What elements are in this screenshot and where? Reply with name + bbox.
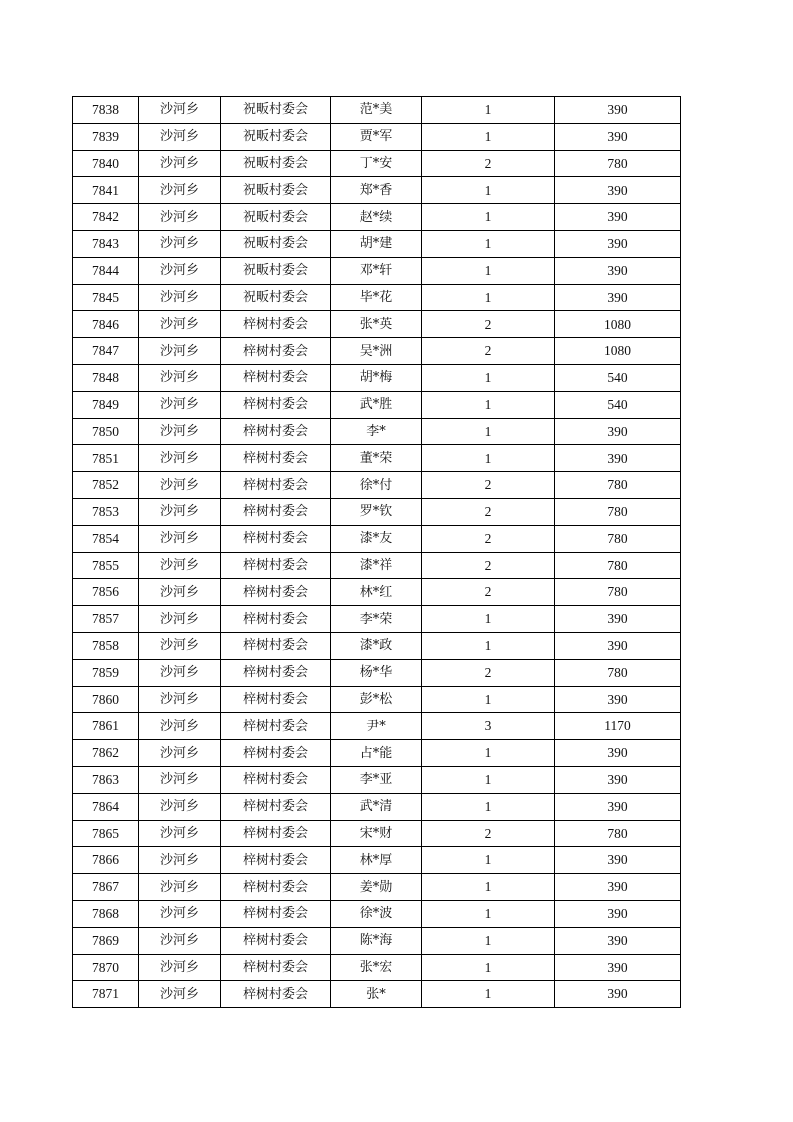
person-name-cell: 郑*香	[331, 177, 422, 204]
people-count-cell: 1	[422, 927, 555, 954]
amount-cell: 780	[555, 150, 681, 177]
table-row	[73, 981, 681, 1008]
town-cell: 沙河乡	[139, 204, 221, 231]
village-committee-cell: 祝畈村委会	[221, 177, 331, 204]
amount-cell: 390	[555, 927, 681, 954]
people-count-cell: 1	[422, 177, 555, 204]
people-count-cell: 1	[422, 740, 555, 767]
person-name-cell: 邓*轩	[331, 257, 422, 284]
village-committee-cell: 梓树村委会	[221, 820, 331, 847]
amount-cell: 390	[555, 284, 681, 311]
village-committee-cell: 梓树村委会	[221, 793, 331, 820]
table-row	[73, 713, 681, 740]
people-count-cell: 2	[422, 659, 555, 686]
people-count-cell: 1	[422, 418, 555, 445]
people-count-cell: 1	[422, 284, 555, 311]
person-name-cell: 林*厚	[331, 847, 422, 874]
amount-cell: 780	[555, 498, 681, 525]
table-row	[73, 338, 681, 365]
table-row	[73, 445, 681, 472]
person-name-cell: 尹*	[331, 713, 422, 740]
person-name-cell: 林*红	[331, 579, 422, 606]
village-committee-cell: 祝畈村委会	[221, 284, 331, 311]
town-cell: 沙河乡	[139, 579, 221, 606]
row-id-cell: 7868	[73, 900, 139, 927]
row-id-cell: 7841	[73, 177, 139, 204]
table-row	[73, 954, 681, 981]
village-committee-cell: 梓树村委会	[221, 740, 331, 767]
town-cell: 沙河乡	[139, 954, 221, 981]
row-id-cell: 7848	[73, 364, 139, 391]
village-committee-cell: 祝畈村委会	[221, 150, 331, 177]
amount-cell: 540	[555, 391, 681, 418]
amount-cell: 390	[555, 686, 681, 713]
town-cell: 沙河乡	[139, 874, 221, 901]
row-id-cell: 7860	[73, 686, 139, 713]
people-count-cell: 1	[422, 793, 555, 820]
village-committee-cell: 梓树村委会	[221, 847, 331, 874]
person-name-cell: 罗*钦	[331, 498, 422, 525]
table-row	[73, 311, 681, 338]
amount-cell: 780	[555, 472, 681, 499]
town-cell: 沙河乡	[139, 97, 221, 124]
village-committee-cell: 梓树村委会	[221, 954, 331, 981]
town-cell: 沙河乡	[139, 284, 221, 311]
people-count-cell: 2	[422, 338, 555, 365]
table-row	[73, 606, 681, 633]
person-name-cell: 张*	[331, 981, 422, 1008]
town-cell: 沙河乡	[139, 177, 221, 204]
amount-cell: 390	[555, 900, 681, 927]
town-cell: 沙河乡	[139, 659, 221, 686]
row-id-cell: 7849	[73, 391, 139, 418]
person-name-cell: 宋*财	[331, 820, 422, 847]
town-cell: 沙河乡	[139, 230, 221, 257]
row-id-cell: 7859	[73, 659, 139, 686]
table-row	[73, 177, 681, 204]
row-id-cell: 7839	[73, 123, 139, 150]
village-committee-cell: 梓树村委会	[221, 766, 331, 793]
people-count-cell: 2	[422, 525, 555, 552]
town-cell: 沙河乡	[139, 740, 221, 767]
row-id-cell: 7862	[73, 740, 139, 767]
town-cell: 沙河乡	[139, 713, 221, 740]
amount-cell: 390	[555, 740, 681, 767]
table-row	[73, 498, 681, 525]
amount-cell: 780	[555, 579, 681, 606]
row-id-cell: 7863	[73, 766, 139, 793]
table-row	[73, 552, 681, 579]
people-count-cell: 1	[422, 230, 555, 257]
people-count-cell: 1	[422, 123, 555, 150]
row-id-cell: 7866	[73, 847, 139, 874]
town-cell: 沙河乡	[139, 418, 221, 445]
village-committee-cell: 梓树村委会	[221, 552, 331, 579]
village-committee-cell: 梓树村委会	[221, 472, 331, 499]
row-id-cell: 7846	[73, 311, 139, 338]
town-cell: 沙河乡	[139, 606, 221, 633]
person-name-cell: 杨*华	[331, 659, 422, 686]
person-name-cell: 姜*勋	[331, 874, 422, 901]
person-name-cell: 张*英	[331, 311, 422, 338]
village-committee-cell: 祝畈村委会	[221, 204, 331, 231]
village-committee-cell: 祝畈村委会	[221, 230, 331, 257]
village-committee-cell: 梓树村委会	[221, 364, 331, 391]
row-id-cell: 7847	[73, 338, 139, 365]
people-count-cell: 1	[422, 391, 555, 418]
village-committee-cell: 梓树村委会	[221, 418, 331, 445]
village-committee-cell: 梓树村委会	[221, 311, 331, 338]
town-cell: 沙河乡	[139, 686, 221, 713]
table-row	[73, 391, 681, 418]
village-committee-cell: 梓树村委会	[221, 525, 331, 552]
row-id-cell: 7856	[73, 579, 139, 606]
town-cell: 沙河乡	[139, 472, 221, 499]
village-committee-cell: 梓树村委会	[221, 498, 331, 525]
village-committee-cell: 祝畈村委会	[221, 257, 331, 284]
table-row	[73, 579, 681, 606]
amount-cell: 1170	[555, 713, 681, 740]
town-cell: 沙河乡	[139, 364, 221, 391]
person-name-cell: 徐*付	[331, 472, 422, 499]
person-name-cell: 漆*政	[331, 632, 422, 659]
amount-cell: 390	[555, 793, 681, 820]
person-name-cell: 占*能	[331, 740, 422, 767]
people-count-cell: 1	[422, 606, 555, 633]
row-id-cell: 7844	[73, 257, 139, 284]
table-row	[73, 820, 681, 847]
people-count-cell: 1	[422, 874, 555, 901]
amount-cell: 390	[555, 177, 681, 204]
person-name-cell: 张*宏	[331, 954, 422, 981]
town-cell: 沙河乡	[139, 445, 221, 472]
people-count-cell: 1	[422, 981, 555, 1008]
table-row	[73, 150, 681, 177]
amount-cell: 390	[555, 204, 681, 231]
row-id-cell: 7871	[73, 981, 139, 1008]
row-id-cell: 7869	[73, 927, 139, 954]
amount-cell: 390	[555, 445, 681, 472]
people-count-cell: 2	[422, 552, 555, 579]
town-cell: 沙河乡	[139, 391, 221, 418]
row-id-cell: 7853	[73, 498, 139, 525]
people-count-cell: 1	[422, 445, 555, 472]
people-count-cell: 1	[422, 257, 555, 284]
town-cell: 沙河乡	[139, 632, 221, 659]
village-committee-cell: 梓树村委会	[221, 632, 331, 659]
row-id-cell: 7842	[73, 204, 139, 231]
row-id-cell: 7857	[73, 606, 139, 633]
village-committee-cell: 祝畈村委会	[221, 97, 331, 124]
table-row	[73, 418, 681, 445]
person-name-cell: 吴*洲	[331, 338, 422, 365]
amount-cell: 390	[555, 874, 681, 901]
village-committee-cell: 梓树村委会	[221, 445, 331, 472]
amount-cell: 390	[555, 257, 681, 284]
people-count-cell: 1	[422, 686, 555, 713]
town-cell: 沙河乡	[139, 766, 221, 793]
person-name-cell: 陈*海	[331, 927, 422, 954]
amount-cell: 780	[555, 659, 681, 686]
table-row	[73, 257, 681, 284]
amount-cell: 540	[555, 364, 681, 391]
table-row	[73, 123, 681, 150]
subsidy-table	[72, 96, 681, 1008]
table-row	[73, 204, 681, 231]
town-cell: 沙河乡	[139, 820, 221, 847]
amount-cell: 780	[555, 552, 681, 579]
row-id-cell: 7843	[73, 230, 139, 257]
town-cell: 沙河乡	[139, 257, 221, 284]
people-count-cell: 1	[422, 954, 555, 981]
village-committee-cell: 梓树村委会	[221, 686, 331, 713]
town-cell: 沙河乡	[139, 981, 221, 1008]
row-id-cell: 7865	[73, 820, 139, 847]
town-cell: 沙河乡	[139, 793, 221, 820]
table-row	[73, 659, 681, 686]
table-row	[73, 632, 681, 659]
person-name-cell: 赵*续	[331, 204, 422, 231]
person-name-cell: 徐*波	[331, 900, 422, 927]
people-count-cell: 2	[422, 150, 555, 177]
person-name-cell: 丁*安	[331, 150, 422, 177]
amount-cell: 390	[555, 418, 681, 445]
person-name-cell: 李*	[331, 418, 422, 445]
table-row	[73, 900, 681, 927]
row-id-cell: 7854	[73, 525, 139, 552]
row-id-cell: 7855	[73, 552, 139, 579]
amount-cell: 1080	[555, 311, 681, 338]
people-count-cell: 1	[422, 97, 555, 124]
row-id-cell: 7852	[73, 472, 139, 499]
row-id-cell: 7838	[73, 97, 139, 124]
table-row	[73, 740, 681, 767]
people-count-cell: 1	[422, 766, 555, 793]
village-committee-cell: 梓树村委会	[221, 579, 331, 606]
person-name-cell: 漆*友	[331, 525, 422, 552]
row-id-cell: 7840	[73, 150, 139, 177]
amount-cell: 390	[555, 766, 681, 793]
people-count-cell: 3	[422, 713, 555, 740]
row-id-cell: 7850	[73, 418, 139, 445]
amount-cell: 390	[555, 123, 681, 150]
amount-cell: 390	[555, 847, 681, 874]
table-row	[73, 686, 681, 713]
row-id-cell: 7851	[73, 445, 139, 472]
village-committee-cell: 梓树村委会	[221, 391, 331, 418]
person-name-cell: 董*荣	[331, 445, 422, 472]
village-committee-cell: 梓树村委会	[221, 981, 331, 1008]
town-cell: 沙河乡	[139, 927, 221, 954]
person-name-cell: 武*胜	[331, 391, 422, 418]
row-id-cell: 7861	[73, 713, 139, 740]
amount-cell: 390	[555, 97, 681, 124]
row-id-cell: 7864	[73, 793, 139, 820]
table-row	[73, 927, 681, 954]
row-id-cell: 7870	[73, 954, 139, 981]
town-cell: 沙河乡	[139, 552, 221, 579]
people-count-cell: 2	[422, 820, 555, 847]
people-count-cell: 2	[422, 579, 555, 606]
town-cell: 沙河乡	[139, 498, 221, 525]
village-committee-cell: 祝畈村委会	[221, 123, 331, 150]
person-name-cell: 胡*建	[331, 230, 422, 257]
village-committee-cell: 梓树村委会	[221, 713, 331, 740]
people-count-cell: 1	[422, 204, 555, 231]
row-id-cell: 7858	[73, 632, 139, 659]
town-cell: 沙河乡	[139, 338, 221, 365]
village-committee-cell: 梓树村委会	[221, 927, 331, 954]
amount-cell: 390	[555, 981, 681, 1008]
person-name-cell: 贾*军	[331, 123, 422, 150]
people-count-cell: 2	[422, 311, 555, 338]
table-row	[73, 766, 681, 793]
village-committee-cell: 梓树村委会	[221, 338, 331, 365]
town-cell: 沙河乡	[139, 847, 221, 874]
person-name-cell: 李*亚	[331, 766, 422, 793]
table-row	[73, 847, 681, 874]
people-count-cell: 1	[422, 632, 555, 659]
amount-cell: 390	[555, 606, 681, 633]
table-row	[73, 793, 681, 820]
table-row	[73, 97, 681, 124]
table-row	[73, 364, 681, 391]
row-id-cell: 7845	[73, 284, 139, 311]
people-count-cell: 1	[422, 364, 555, 391]
person-name-cell: 武*清	[331, 793, 422, 820]
town-cell: 沙河乡	[139, 150, 221, 177]
table-body	[73, 97, 681, 1008]
person-name-cell: 胡*梅	[331, 364, 422, 391]
table-row	[73, 230, 681, 257]
person-name-cell: 漆*祥	[331, 552, 422, 579]
people-count-cell: 1	[422, 847, 555, 874]
village-committee-cell: 梓树村委会	[221, 659, 331, 686]
amount-cell: 390	[555, 954, 681, 981]
people-count-cell: 1	[422, 900, 555, 927]
table-row	[73, 525, 681, 552]
town-cell: 沙河乡	[139, 900, 221, 927]
amount-cell: 780	[555, 525, 681, 552]
town-cell: 沙河乡	[139, 525, 221, 552]
village-committee-cell: 梓树村委会	[221, 874, 331, 901]
person-name-cell: 李*荣	[331, 606, 422, 633]
person-name-cell: 彭*松	[331, 686, 422, 713]
amount-cell: 390	[555, 230, 681, 257]
people-count-cell: 2	[422, 472, 555, 499]
amount-cell: 390	[555, 632, 681, 659]
town-cell: 沙河乡	[139, 311, 221, 338]
village-committee-cell: 梓树村委会	[221, 606, 331, 633]
people-count-cell: 2	[422, 498, 555, 525]
amount-cell: 780	[555, 820, 681, 847]
village-committee-cell: 梓树村委会	[221, 900, 331, 927]
table-row	[73, 284, 681, 311]
person-name-cell: 毕*花	[331, 284, 422, 311]
table-row	[73, 874, 681, 901]
amount-cell: 1080	[555, 338, 681, 365]
row-id-cell: 7867	[73, 874, 139, 901]
table-row	[73, 472, 681, 499]
town-cell: 沙河乡	[139, 123, 221, 150]
person-name-cell: 范*美	[331, 97, 422, 124]
